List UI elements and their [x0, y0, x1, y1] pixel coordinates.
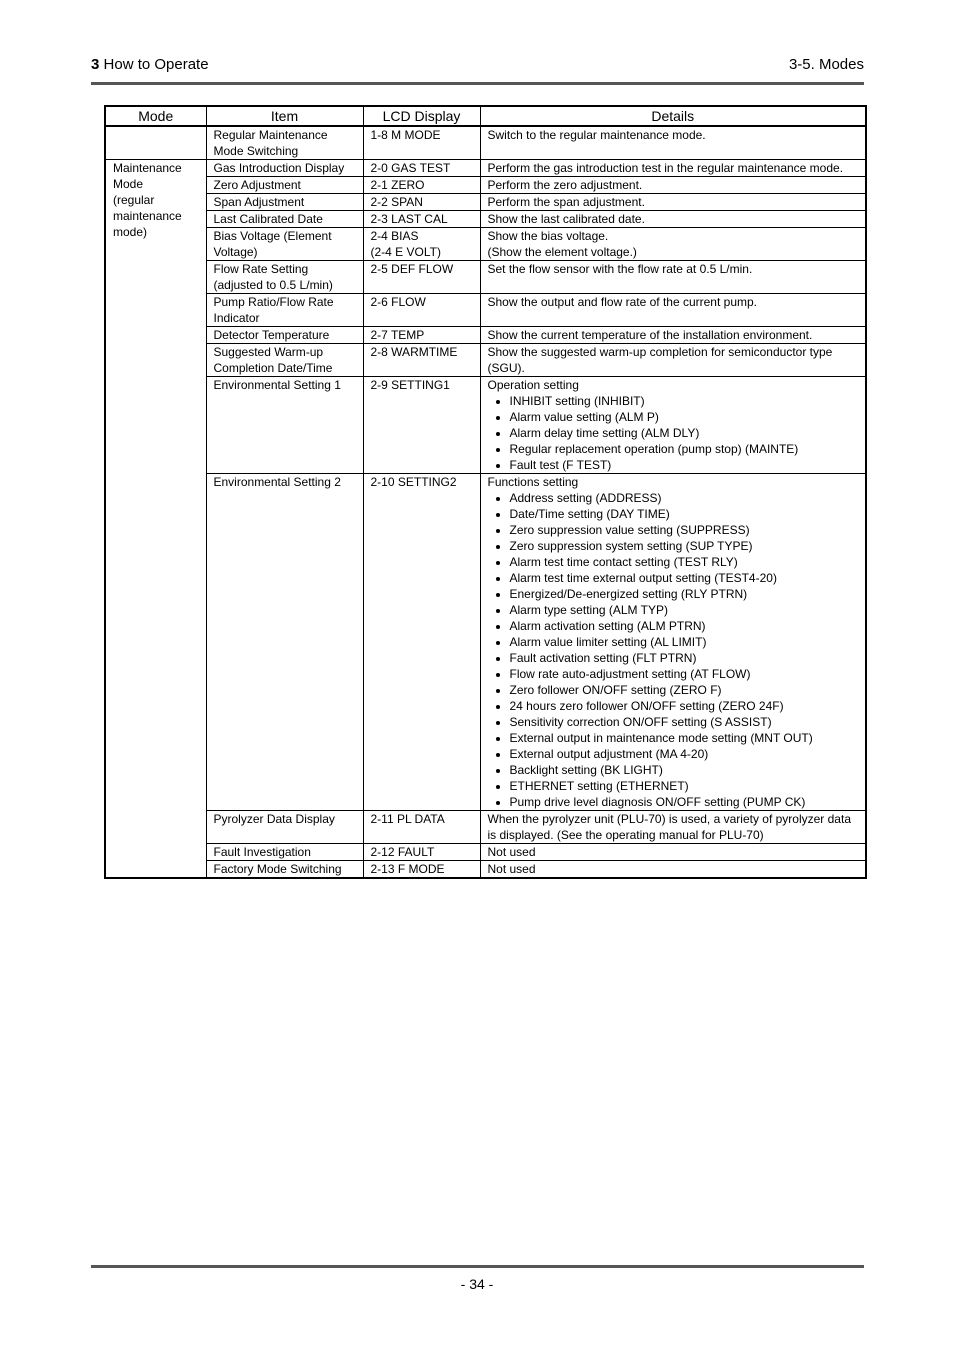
details-cell — [480, 261, 866, 294]
details-text: Functions setting — [487, 475, 579, 489]
chapter-heading — [91, 56, 209, 73]
table-row — [105, 294, 866, 327]
table-row — [105, 261, 866, 294]
column-header-mode: Mode — [105, 106, 206, 126]
column-header-item: Item — [206, 106, 363, 126]
lcd-display-cell: 2-0 GAS TEST — [363, 160, 480, 177]
details-cell — [480, 474, 866, 811]
chapter-title: How to Operate — [103, 56, 209, 73]
details-bullet-item: • Flow rate auto-adjustment setting (AT FLOW) — [510, 666, 860, 682]
details-cell — [480, 344, 866, 377]
details-bullet-item: • Alarm test time contact setting (TEST RLY) — [510, 554, 860, 570]
item-cell: Detector Temperature — [206, 327, 363, 344]
details-text: Perform the zero adjustment. — [487, 178, 643, 192]
modes-table — [104, 105, 867, 879]
mode-cell: Maintenance Mode (regular maintenance mode) — [105, 160, 206, 879]
mode-cell-empty — [105, 126, 206, 160]
details-bullet-item: • Fault test (F TEST) — [510, 457, 860, 473]
table-row — [105, 211, 866, 228]
details-bullet-item: • INHIBIT setting (INHIBIT) — [510, 393, 860, 409]
item-cell: Factory Mode Switching — [206, 861, 363, 879]
details-bullet-item: • ETHERNET setting (ETHERNET) — [510, 778, 860, 794]
details-cell — [480, 294, 866, 327]
table-row — [105, 344, 866, 377]
details-bullet-item: • Alarm value limiter setting (AL LIMIT) — [510, 634, 860, 650]
details-text: Show the bias voltage. (Show the element voltage.) — [487, 229, 637, 259]
lcd-display-cell: 2-13 F MODE — [363, 861, 480, 879]
details-bullet-item: • Zero follower ON/OFF setting (ZERO F) — [510, 682, 860, 698]
details-text: Perform the gas introduction test in the regular maintenance mode. — [487, 161, 844, 175]
details-bullet-item: • External output adjustment (MA 4-20) — [510, 746, 860, 762]
details-bullet-item: • Address setting (ADDRESS) — [510, 490, 860, 506]
table-row — [105, 844, 866, 861]
details-bullet-item: • Alarm type setting (ALM TYP) — [510, 602, 860, 618]
lcd-display-cell: 2-8 WARMTIME — [363, 344, 480, 377]
details-cell — [480, 844, 866, 861]
lcd-display-cell: 2-2 SPAN — [363, 194, 480, 211]
table-row — [105, 228, 866, 261]
header-rule — [91, 82, 864, 85]
column-header-details: Details — [480, 106, 866, 126]
details-bullet-item: • Zero suppression value setting (SUPPRESS) — [510, 522, 860, 538]
item-cell: Regular Maintenance Mode Switching — [206, 126, 363, 160]
details-text: Not used — [487, 862, 536, 876]
item-cell: Span Adjustment — [206, 194, 363, 211]
lcd-display-cell: 2-3 LAST CAL — [363, 211, 480, 228]
details-cell — [480, 228, 866, 261]
details-cell — [480, 211, 866, 228]
details-bullet-item: • Sensitivity correction ON/OFF setting (S ASSIST) — [510, 714, 860, 730]
lcd-display-cell: 2-5 DEF FLOW — [363, 261, 480, 294]
table-body — [105, 126, 866, 878]
details-bullet-item: • Regular replacement operation (pump stop) (MAINTE) — [510, 441, 860, 457]
details-bullet-item: • External output in maintenance mode setting (MNT OUT) — [510, 730, 860, 746]
details-text: Show the suggested warm-up completion for semiconductor type (SGU). — [487, 345, 833, 375]
item-cell: Pump Ratio/Flow Rate Indicator — [206, 294, 363, 327]
lcd-display-cell: 2-10 SETTING2 — [363, 474, 480, 811]
item-cell: Bias Voltage (Element Voltage) — [206, 228, 363, 261]
details-bullet-item: • Alarm test time external output setting (TEST4-20) — [510, 570, 860, 586]
details-bullet-item: • Pump drive level diagnosis ON/OFF setting (PUMP CK) — [510, 794, 860, 810]
lcd-display-cell: 2-9 SETTING1 — [363, 377, 480, 474]
details-bullet-item: • Alarm activation setting (ALM PTRN) — [510, 618, 860, 634]
details-text: Show the last calibrated date. — [487, 212, 645, 226]
lcd-display-cell: 1-8 M MODE — [363, 126, 480, 160]
table-row — [105, 327, 866, 344]
lcd-display-cell: 2-11 PL DATA — [363, 811, 480, 844]
details-bullet-list — [488, 393, 860, 473]
item-cell: Suggested Warm-up Completion Date/Time — [206, 344, 363, 377]
table-row — [105, 126, 866, 160]
item-cell: Flow Rate Setting (adjusted to 0.5 L/min) — [206, 261, 363, 294]
details-cell — [480, 327, 866, 344]
details-cell — [480, 194, 866, 211]
details-cell — [480, 377, 866, 474]
details-cell — [480, 811, 866, 844]
table-row — [105, 474, 866, 811]
details-bullet-item: • Fault activation setting (FLT PTRN) — [510, 650, 860, 666]
details-bullet-item: • Zero suppression system setting (SUP TYPE) — [510, 538, 860, 554]
details-text: Operation setting — [487, 378, 579, 392]
details-text: Show the output and flow rate of the current pump. — [487, 295, 757, 309]
lcd-display-cell: 2-1 ZERO — [363, 177, 480, 194]
item-cell: Environmental Setting 2 — [206, 474, 363, 811]
details-text: When the pyrolyzer unit (PLU-70) is used, a variety of pyrolyzer data is displayed. (See the operating manual for PLU-70) — [487, 812, 851, 842]
item-cell: Environmental Setting 1 — [206, 377, 363, 474]
lcd-display-cell: 2-7 TEMP — [363, 327, 480, 344]
details-cell — [480, 177, 866, 194]
details-text: Set the flow sensor with the flow rate at 0.5 L/min. — [487, 262, 753, 276]
item-cell: Gas Introduction Display — [206, 160, 363, 177]
item-cell: Pyrolyzer Data Display — [206, 811, 363, 844]
footer-rule — [91, 1265, 864, 1268]
table-row — [105, 177, 866, 194]
table-row — [105, 377, 866, 474]
details-bullet-item: • Backlight setting (BK LIGHT) — [510, 762, 860, 778]
details-text: Show the current temperature of the installation environment. — [487, 328, 813, 342]
details-bullet-item: • Date/Time setting (DAY TIME) — [510, 506, 860, 522]
details-bullet-item: • 24 hours zero follower ON/OFF setting (ZERO 24F) — [510, 698, 860, 714]
page-header — [91, 56, 864, 78]
details-text: Not used — [487, 845, 536, 859]
details-cell — [480, 160, 866, 177]
lcd-display-cell: 2-12 FAULT — [363, 844, 480, 861]
details-bullet-list — [488, 490, 860, 810]
chapter-number: 3 — [91, 56, 100, 73]
page-number: - 34 - — [460, 1276, 494, 1292]
details-bullet-item: • Energized/De-energized setting (RLY PTRN) — [510, 586, 860, 602]
details-text: Perform the span adjustment. — [487, 195, 645, 209]
details-cell — [480, 126, 866, 160]
details-cell — [480, 861, 866, 879]
details-bullet-item: • Alarm value setting (ALM P) — [510, 409, 860, 425]
table-row — [105, 194, 866, 211]
lcd-display-cell: 2-6 FLOW — [363, 294, 480, 327]
item-cell: Zero Adjustment — [206, 177, 363, 194]
table-header-row — [105, 106, 866, 126]
item-cell: Fault Investigation — [206, 844, 363, 861]
item-cell: Last Calibrated Date — [206, 211, 363, 228]
section-title: 3-5. Modes — [788, 56, 864, 73]
details-bullet-item: • Alarm delay time setting (ALM DLY) — [510, 425, 860, 441]
lcd-display-cell: 2-4 BIAS (2-4 E VOLT) — [363, 228, 480, 261]
table-row — [105, 861, 866, 879]
table-row — [105, 160, 866, 177]
table-row — [105, 811, 866, 844]
details-text: Switch to the regular maintenance mode. — [487, 128, 706, 142]
column-header-lcd: LCD Display — [363, 106, 480, 126]
